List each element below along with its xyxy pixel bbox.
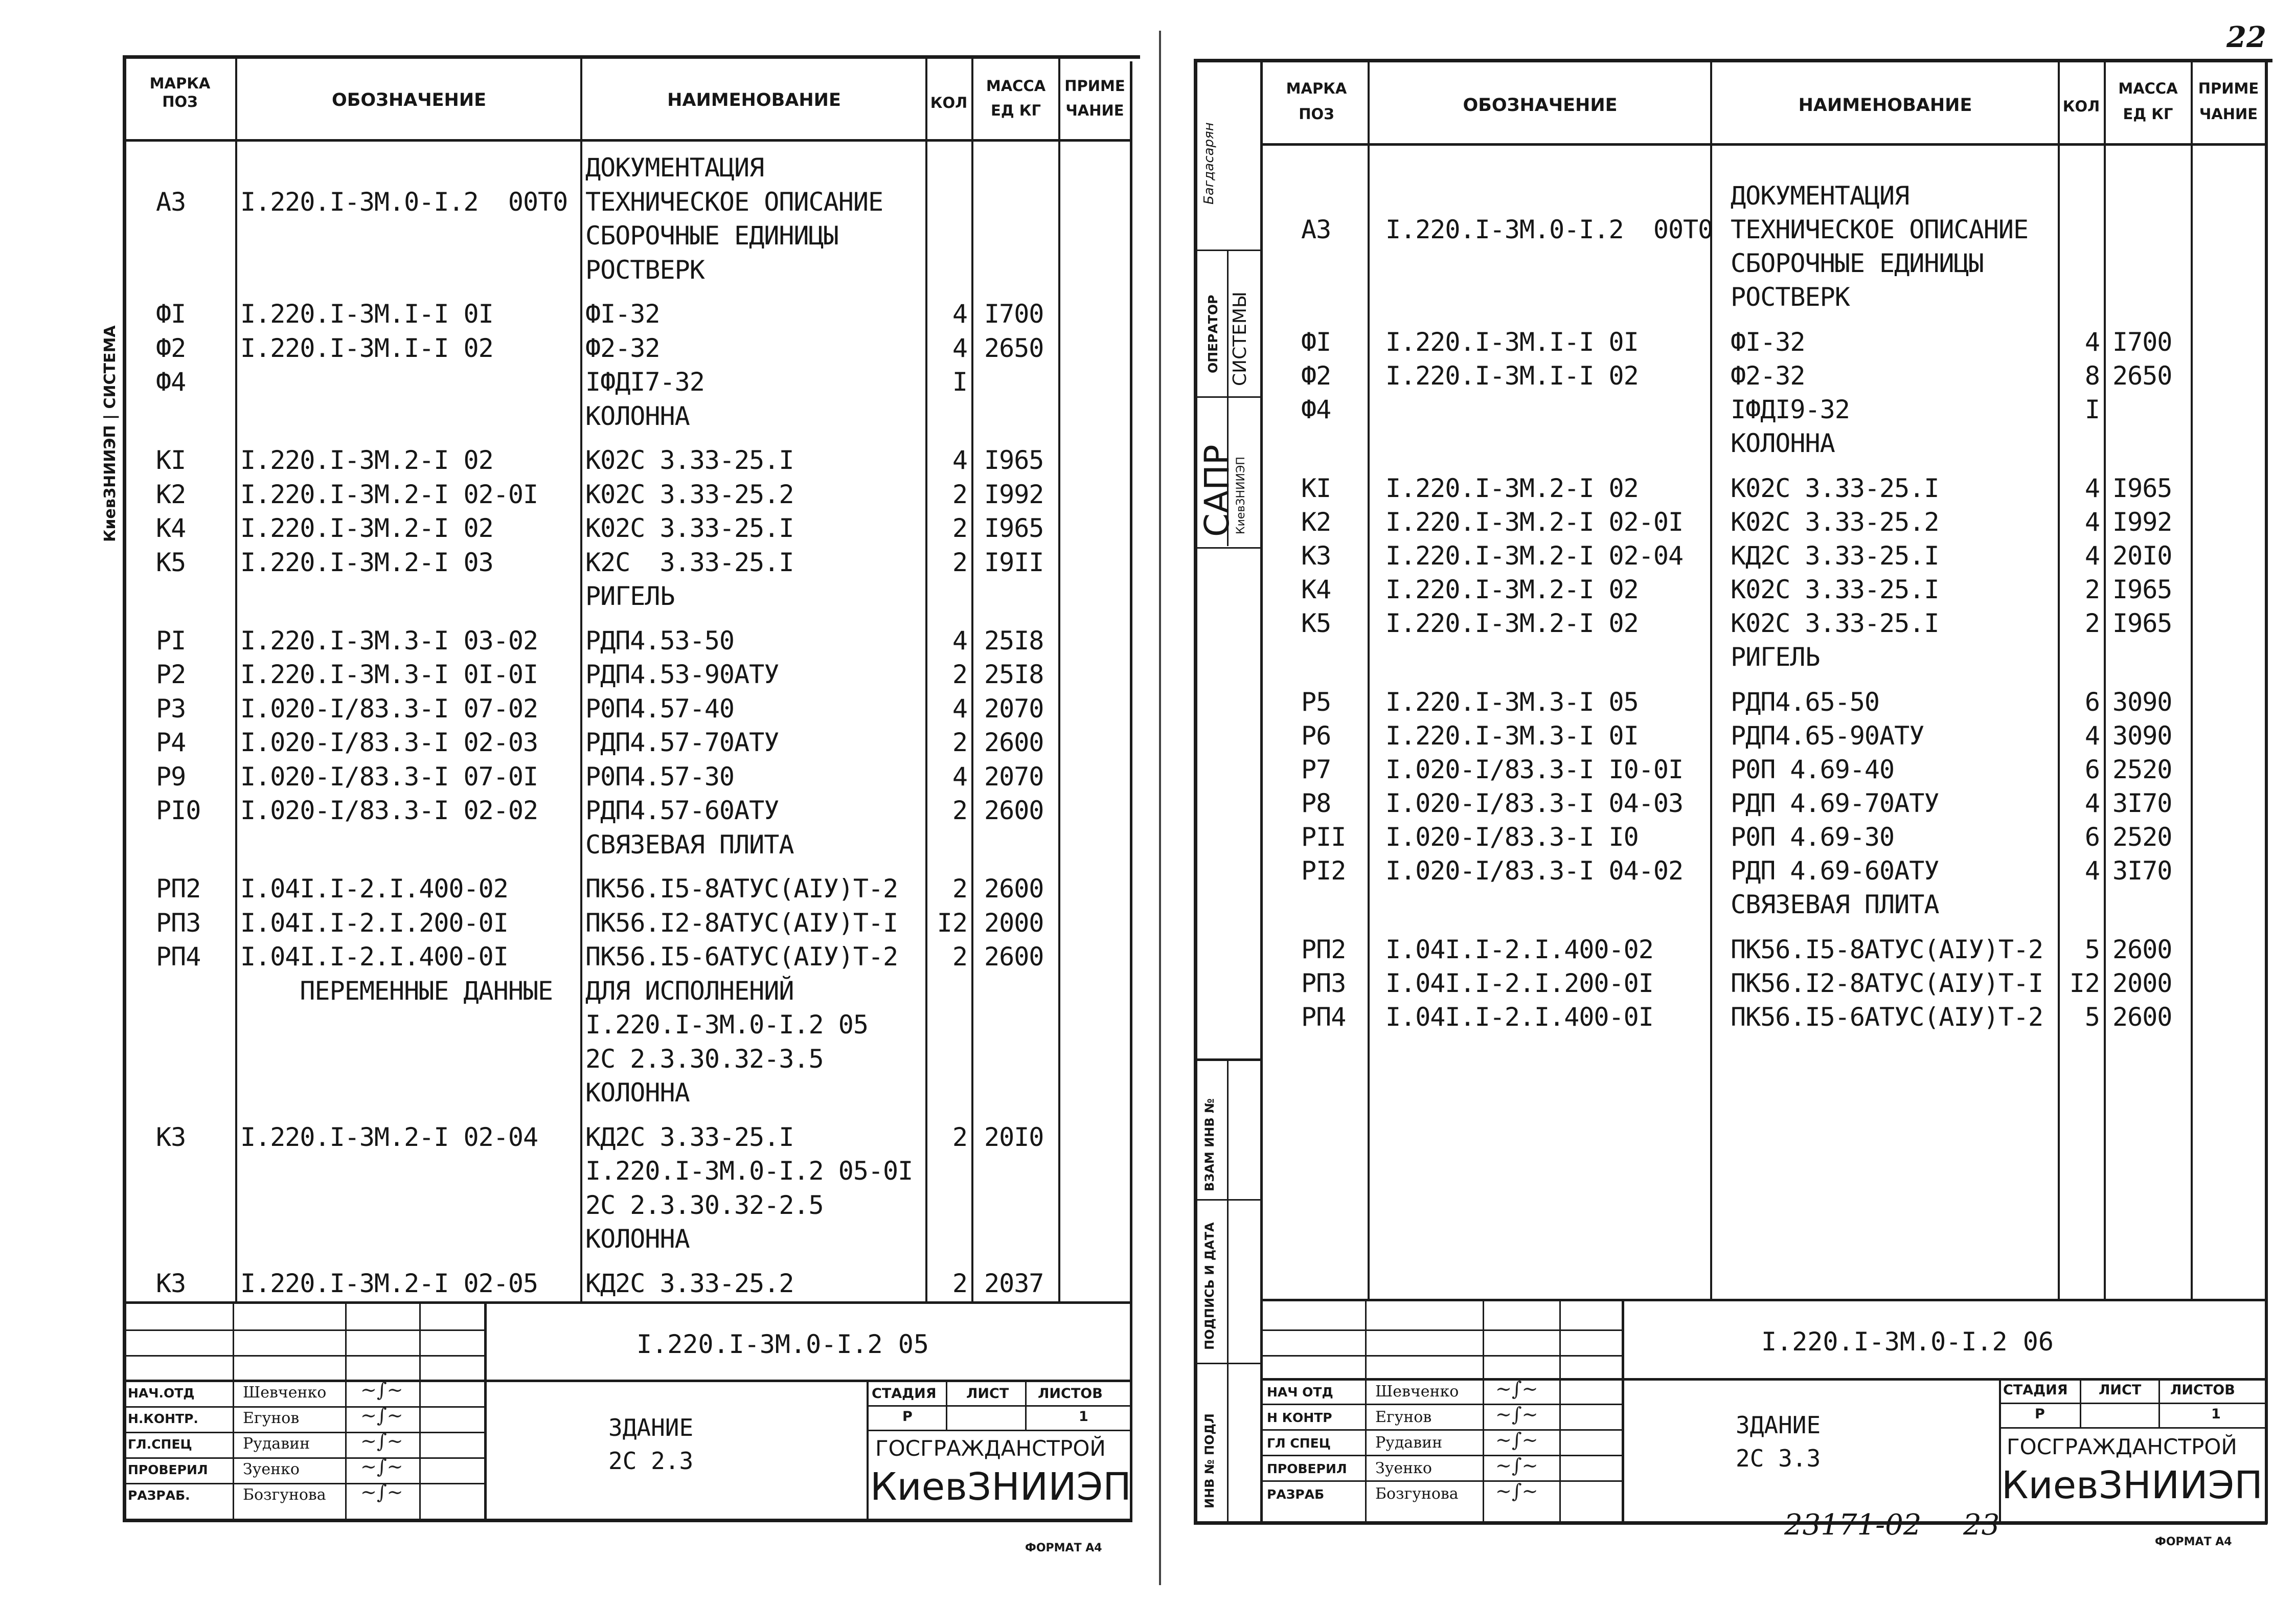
row-mass: 2600 (984, 874, 1044, 904)
handwritten-signature: ∼∫∼ (360, 1404, 403, 1427)
signature-role: Н КОНТР (1267, 1410, 1332, 1425)
row-mark: РI (156, 625, 186, 656)
row-mass: 3090 (2112, 687, 2172, 717)
row-name: К02С 3.33-25.I (585, 513, 794, 543)
row-mass: I700 (2112, 327, 2172, 357)
row-designation: ПЕРЕМЕННЫЕ ДАННЫЕ (240, 976, 553, 1006)
row-mark: Р6 (1301, 721, 1331, 751)
row-name: Ф2-32 (585, 333, 660, 363)
row-name: РДП4.53-50 (585, 625, 735, 656)
row-mass: 2600 (984, 728, 1044, 757)
row-qty: 6 (2084, 822, 2100, 852)
left-stage-label: СТАДИЯ (872, 1386, 937, 1402)
left-sheet-label: ЛИСТ (966, 1386, 1009, 1402)
row-designation: I.220.I-3М.I-I 02 (240, 333, 493, 363)
right-header-mark: МАРКА ПОЗ (1286, 80, 1347, 123)
row-mass: I992 (2112, 507, 2172, 537)
header-mass: МАССА ЕД КГ (986, 77, 1046, 120)
row-mark: К3 (1301, 541, 1331, 571)
row-designation: I.220.I-3М.2-I 02-04 (240, 1122, 538, 1152)
sign-date-label: ПОДПИСЬ И ДАТА (1202, 1222, 1217, 1350)
row-mark: РП2 (1301, 935, 1346, 964)
row-mass: 2070 (984, 761, 1044, 792)
row-mass: 3I70 (2112, 856, 2172, 886)
row-qty: 4 (2084, 327, 2100, 357)
row-mark: Ф2 (1301, 361, 1331, 391)
row-mass: I965 (2112, 473, 2172, 503)
signature-role: НАЧ.ОТД (128, 1386, 195, 1401)
handwritten-signature: ∼∫∼ (360, 1430, 403, 1452)
row-name: ТЕХНИЧЕСКОЕ ОПИСАНИЕ (1731, 215, 2029, 244)
signature-name: Шевченко (243, 1384, 327, 1402)
row-name: КД2С 3.33-25.I (1731, 541, 1939, 571)
row-name: РИГЕЛЬ (585, 581, 675, 611)
row-designation: I.220.I-3М.I-I 02 (1385, 361, 1639, 391)
row-name: КОЛОННА (585, 1224, 690, 1254)
right-stage: Р (2035, 1406, 2045, 1422)
row-mark: РП4 (1301, 1002, 1346, 1032)
row-name: К02С 3.33-25.I (1731, 473, 1939, 503)
row-name: К02С 3.33-25.I (1731, 608, 1939, 638)
row-mark: К2 (156, 479, 186, 509)
right-building-label: ЗДАНИЕ (1736, 1411, 1821, 1439)
row-designation: I.220.I-3М.3-I 0I-0I (240, 660, 538, 689)
left-doc-code: I.220.I-3М.0-I.2 05 (636, 1329, 929, 1359)
row-mass: I965 (984, 445, 1044, 475)
row-mass: 2650 (2112, 361, 2172, 391)
handwritten-signature: ∼∫∼ (360, 1379, 403, 1401)
kiev-label: КиевЗНИИЭП (1235, 457, 1247, 534)
right-header-name: НАИМЕНОВАНИЕ (1798, 95, 1972, 116)
row-name: РДП4.65-90АТУ (1731, 721, 1924, 751)
row-qty: 4 (952, 299, 968, 329)
row-name: I.220.I-3М.0-I.2 05 (585, 1010, 868, 1040)
row-mark: К3 (156, 1268, 186, 1298)
row-name: К02С 3.33-25.2 (1731, 507, 1939, 537)
row-mass: 25I8 (984, 660, 1044, 689)
row-mass: 25I8 (984, 625, 1044, 656)
row-designation: I.220.I-3М.3-I 03-02 (240, 625, 538, 656)
row-mark: Р7 (1301, 755, 1331, 784)
row-mass: I965 (2112, 608, 2172, 638)
row-name: РДП4.65-50 (1731, 687, 1880, 717)
row-qty: 4 (952, 445, 968, 475)
left-margin-stamp: КиевЗНИИЭП | СИСТЕМА (101, 325, 119, 542)
row-mass: 3I70 (2112, 788, 2172, 818)
signature-role: ПРОВЕРИЛ (1267, 1461, 1347, 1476)
row-mass: 2650 (984, 333, 1044, 363)
row-qty: 6 (2084, 755, 2100, 784)
handwritten-signature: ∼∫∼ (1495, 1480, 1538, 1502)
row-name: РОСТВЕРК (1731, 282, 1850, 312)
row-qty: 2 (952, 479, 968, 509)
row-qty: 4 (2084, 788, 2100, 818)
row-name: Р0П4.57-30 (585, 761, 735, 792)
row-mass: 2070 (984, 693, 1044, 724)
right-header-mass: МАССА ЕД КГ (2118, 80, 2178, 123)
handwritten-signature: ∼∫∼ (1495, 1454, 1538, 1477)
signature-name: Рудавин (1375, 1434, 1443, 1452)
row-designation: I.020-I/83.3-I 02-03 (240, 728, 538, 757)
row-qty: 4 (2084, 473, 2100, 503)
row-name: IФДI7-32 (585, 367, 704, 397)
signature-name: Шевченко (1375, 1383, 1459, 1401)
row-mark: РП2 (156, 874, 201, 904)
row-name: СВЯЗЕВАЯ ПЛИТА (1731, 890, 1939, 919)
row-mark: К2 (1301, 507, 1331, 537)
row-name: ПК56.I5-6АТУС(АIУ)Т-2 (1731, 1002, 2043, 1032)
row-qty: 4 (952, 625, 968, 656)
row-qty: 4 (952, 333, 968, 363)
row-mass: 3090 (2112, 721, 2172, 751)
row-designation: I.220.I-3М.0-I.2 00Т0 (1385, 215, 1713, 244)
row-name: КОЛОННА (1731, 428, 1835, 458)
row-qty: 4 (2084, 507, 2100, 537)
row-designation: I.04I.I-2.I.400-02 (240, 874, 508, 904)
row-name: IФДI9-32 (1731, 395, 1850, 424)
row-mark: Р5 (1301, 687, 1331, 717)
row-designation: I.220.I-3М.2-I 02 (1385, 575, 1639, 604)
row-designation: I.04I.I-2.I.400-0I (1385, 1002, 1653, 1032)
left-format-label: ФОРМАТ А4 (1025, 1542, 1102, 1554)
row-name: I.220.I-3М.0-I.2 05-0I (585, 1156, 913, 1186)
row-name: ДОКУМЕНТАЦИЯ (1731, 181, 1909, 211)
signature-name: Бозгунова (1375, 1485, 1459, 1503)
row-qty: 6 (2084, 687, 2100, 717)
right-doc-code: I.220.I-3М.0-I.2 06 (1761, 1327, 2054, 1357)
right-header-designation: ОБОЗНАЧЕНИЕ (1463, 95, 1618, 116)
row-name: 2С 2.3.30.32-3.5 (585, 1044, 824, 1074)
left-sheets-label: ЛИСТОВ (1038, 1386, 1103, 1402)
row-name: К02С 3.33-25.I (585, 445, 794, 475)
row-name: КОЛОННА (585, 1078, 690, 1108)
row-qty: 2 (952, 942, 968, 972)
row-qty: 4 (2084, 541, 2100, 571)
left-building-code: 2С 2.3 (608, 1447, 694, 1475)
row-qty: 2 (952, 513, 968, 543)
row-designation: I.220.I-3М.3-I 0I (1385, 721, 1639, 751)
handwritten-reference: 23171-02 (1784, 1508, 1922, 1542)
row-designation: I.220.I-3М.0-I.2 00Т0 (240, 187, 568, 217)
row-mark: КI (1301, 473, 1331, 503)
row-name: РДП4.57-70АТУ (585, 728, 779, 757)
header-note: ПРИМЕ ЧАНИЕ (1064, 77, 1125, 120)
handwritten-signature: ∼∫∼ (1495, 1429, 1538, 1451)
row-mass: 2600 (2112, 1002, 2172, 1032)
inv-podl-label: ИНВ № ПОДЛ (1202, 1413, 1217, 1508)
row-mark: Ф4 (1301, 395, 1331, 424)
right-sheets: 1 (2211, 1406, 2221, 1422)
row-qty: I (952, 367, 968, 397)
signature-role: ГЛ.СПЕЦ (128, 1437, 192, 1452)
right-header-qty: КОЛ (2062, 98, 2100, 115)
row-name: ПК56.I5-8АТУС(АIУ)Т-2 (1731, 935, 2043, 964)
row-designation: I.020-I/83.3-I 04-03 (1385, 788, 1684, 818)
row-designation: I.220.I-3М.2-I 03 (240, 547, 493, 577)
row-name: ФI-32 (1731, 327, 1805, 357)
row-name: К02С 3.33-25.2 (585, 479, 794, 509)
header-name: НАИМЕНОВАНИЕ (667, 90, 841, 110)
corner-mark: 22 (2226, 20, 2266, 54)
row-name: ТЕХНИЧЕСКОЕ ОПИСАНИЕ (585, 187, 883, 217)
signature-role: РАЗРАБ (1267, 1487, 1325, 1502)
row-mass: 20I0 (984, 1122, 1044, 1152)
row-name: СБОРОЧНЫЕ ЕДИНИЦЫ (585, 221, 838, 251)
row-name: РДП4.57-60АТУ (585, 796, 779, 825)
right-sheet-label: ЛИСТ (2099, 1382, 2142, 1398)
row-mass: 2600 (984, 942, 1044, 972)
signature-name: Егунов (243, 1409, 300, 1427)
row-mark: К4 (156, 513, 186, 543)
row-mark: Р9 (156, 761, 186, 792)
row-name: Ф2-32 (1731, 361, 1805, 391)
row-name: СВЯЗЕВАЯ ПЛИТА (585, 829, 794, 860)
left-sheets: 1 (1079, 1409, 1088, 1425)
row-designation: I.020-I/83.3-I I0-0I (1385, 755, 1684, 784)
row-designation: I.04I.I-2.I.400-02 (1385, 935, 1653, 964)
row-name: РОСТВЕРК (585, 255, 704, 285)
row-mark: РI2 (1301, 856, 1346, 886)
row-designation: I.220.I-3М.2-I 02 (1385, 473, 1639, 503)
row-mark: Р2 (156, 660, 186, 689)
signature-role: ПРОВЕРИЛ (128, 1462, 208, 1477)
signature-name: Рудавин (243, 1435, 310, 1453)
row-qty: 5 (2084, 1002, 2100, 1032)
row-designation: I.020-I/83.3-I 07-0I (240, 761, 538, 792)
row-name: ДОКУМЕНТАЦИЯ (585, 153, 764, 183)
row-qty: 2 (952, 1122, 968, 1152)
row-mass: 2520 (2112, 755, 2172, 784)
row-name: ПК56.I5-6АТУС(АIУ)Т-2 (585, 942, 898, 972)
handwritten-signature: ∼∫∼ (360, 1455, 403, 1478)
left-org-institute: КиевЗНИИЭП (870, 1465, 1131, 1509)
row-mass: 2000 (2112, 968, 2172, 998)
row-name: 2С 2.3.30.32-2.5 (585, 1190, 824, 1220)
row-qty: 4 (952, 761, 968, 792)
row-qty: 2 (2084, 575, 2100, 604)
row-qty: 2 (952, 547, 968, 577)
row-qty: 2 (2084, 608, 2100, 638)
signature-role: Н.КОНТР. (128, 1411, 198, 1426)
row-designation: I.020-I/83.3-I 07-02 (240, 693, 538, 724)
row-mark: К4 (1301, 575, 1331, 604)
right-org-name: ГОСГРАЖДАНСТРОЙ (2007, 1434, 2237, 1459)
row-mark: КI (156, 445, 186, 475)
header-qty: КОЛ (930, 94, 968, 111)
row-mass: 2520 (2112, 822, 2172, 852)
row-name: СБОРОЧНЫЕ ЕДИНИЦЫ (1731, 249, 1984, 278)
row-qty: 4 (2084, 856, 2100, 886)
row-name: К2С 3.33-25.I (585, 547, 794, 577)
fold-line (1159, 31, 1161, 1585)
row-mass: 2000 (984, 908, 1044, 938)
row-mark: РП4 (156, 942, 201, 972)
row-designation: I.04I.I-2.I.400-0I (240, 942, 508, 972)
right-header-note: ПРИМЕ ЧАНИЕ (2198, 80, 2259, 123)
left-building-label: ЗДАНИЕ (608, 1414, 694, 1441)
row-designation: I.220.I-3М.2-I 02 (240, 445, 493, 475)
row-name: РИГЕЛЬ (1731, 642, 1820, 672)
row-mark: РП3 (1301, 968, 1346, 998)
row-mass: I992 (984, 479, 1044, 509)
row-name: КОЛОННА (585, 401, 690, 431)
right-stage-label: СТАДИЯ (2003, 1382, 2068, 1398)
row-designation: I.220.I-3М.2-I 02 (1385, 608, 1639, 638)
row-mass: I700 (984, 299, 1044, 329)
row-name: РДП 4.69-70АТУ (1731, 788, 1939, 818)
row-designation: I.220.I-3М.2-I 02-0I (240, 479, 538, 509)
handwritten-signature: ∼∫∼ (360, 1481, 403, 1503)
row-designation: I.220.I-3М.2-I 02-0I (1385, 507, 1684, 537)
row-mark: К5 (156, 547, 186, 577)
signature-role: НАЧ ОТД (1267, 1385, 1333, 1400)
row-mass: 2037 (984, 1268, 1044, 1298)
right-format-label: ФОРМАТ А4 (2155, 1536, 2232, 1548)
row-mark: Р3 (156, 693, 186, 724)
inv-vzam-label: ВЗАМ ИНВ № (1202, 1098, 1217, 1191)
row-designation: I.220.I-3М.3-I 05 (1385, 687, 1639, 717)
signature-name: Зуенко (1375, 1459, 1432, 1477)
right-org-institute: КиевЗНИИЭП (2002, 1463, 2263, 1507)
row-mass: I965 (2112, 575, 2172, 604)
row-qty: 2 (952, 874, 968, 904)
row-designation: I.020-I/83.3-I I0 (1385, 822, 1639, 852)
row-name: ПК56.I5-8АТУС(АIУ)Т-2 (585, 874, 898, 904)
sapr-label: САПР (1197, 444, 1237, 537)
row-qty: 4 (2084, 721, 2100, 751)
row-mark: ФI (1301, 327, 1331, 357)
right-sheets-label: ЛИСТОВ (2170, 1382, 2235, 1398)
approved-signature: Багдасарян (1201, 122, 1217, 205)
row-designation: I.020-I/83.3-I 04-02 (1385, 856, 1684, 886)
row-name: КД2С 3.33-25.I (585, 1122, 794, 1152)
row-designation: I.04I.I-2.I.200-0I (1385, 968, 1653, 998)
row-qty: 2 (952, 1268, 968, 1298)
row-mark: К3 (156, 1122, 186, 1152)
row-mass: I9II (984, 547, 1044, 577)
row-mark: А3 (156, 187, 186, 217)
row-mark: РП3 (156, 908, 201, 938)
handwritten-signature: ∼∫∼ (1495, 1378, 1538, 1400)
row-qty: 4 (952, 693, 968, 724)
row-qty: 5 (2084, 935, 2100, 964)
row-designation: I.220.I-3М.2-I 02-04 (1385, 541, 1684, 571)
operator-label: ОПЕРАТОР (1206, 295, 1220, 373)
row-designation: I.220.I-3М.I-I 0I (240, 299, 493, 329)
page-number: 23 (1963, 1508, 2000, 1542)
row-mark: К5 (1301, 608, 1331, 638)
left-org-name: ГОСГРАЖДАНСТРОЙ (875, 1436, 1106, 1461)
row-name: ПК56.I2-8АТУС(АIУ)Т-I (585, 908, 898, 938)
row-qty: 2 (952, 660, 968, 689)
signature-name: Бозгунова (243, 1486, 326, 1504)
signature-name: Зуенко (243, 1460, 300, 1478)
row-name: Р0П4.57-40 (585, 693, 735, 724)
right-building-code: 2С 3.3 (1736, 1445, 1821, 1472)
row-mark: А3 (1301, 215, 1331, 244)
row-name: Р0П 4.69-40 (1731, 755, 1895, 784)
row-designation: I.220.I-3М.2-I 02-05 (240, 1268, 538, 1298)
row-qty: 2 (952, 728, 968, 757)
signature-role: РАЗРАБ. (128, 1488, 190, 1503)
row-designation: I.04I.I-2.I.200-0I (240, 908, 508, 938)
row-designation: I.220.I-3М.2-I 02 (240, 513, 493, 543)
system-label: СИСТЕМЫ (1230, 291, 1251, 386)
handwritten-signature: ∼∫∼ (1495, 1403, 1538, 1426)
row-name: К02С 3.33-25.I (1731, 575, 1939, 604)
row-mark: Р8 (1301, 788, 1331, 818)
row-qty: I (2084, 395, 2100, 424)
row-name: Р0П 4.69-30 (1731, 822, 1895, 852)
row-mark: РII (1301, 822, 1346, 852)
left-stage: Р (902, 1409, 913, 1425)
row-name: РДП4.53-90АТУ (585, 660, 779, 689)
header-designation: ОБОЗНАЧЕНИЕ (331, 90, 487, 110)
row-mass: 20I0 (2112, 541, 2172, 571)
row-mark: РI0 (156, 796, 201, 825)
row-name: ФI-32 (585, 299, 660, 329)
header-mark: МАРКА ПОЗ (149, 75, 211, 111)
row-designation: I.220.I-3М.I-I 0I (1385, 327, 1639, 357)
row-designation: I.020-I/83.3-I 02-02 (240, 796, 538, 825)
row-name: РДП 4.69-60АТУ (1731, 856, 1939, 886)
row-mass: 2600 (984, 796, 1044, 825)
row-mass: I965 (984, 513, 1044, 543)
row-qty: 2 (952, 796, 968, 825)
row-name: КД2С 3.33-25.2 (585, 1268, 794, 1298)
row-qty: I2 (2069, 968, 2100, 998)
row-name: ДЛЯ ИСПОЛНЕНИЙ (585, 976, 794, 1006)
row-name: ПК56.I2-8АТУС(АIУ)Т-I (1731, 968, 2043, 998)
row-mark: Р4 (156, 728, 186, 757)
signature-role: ГЛ СПЕЦ (1267, 1436, 1331, 1451)
row-mass: 2600 (2112, 935, 2172, 964)
row-mark: Ф2 (156, 333, 186, 363)
row-qty: I2 (937, 908, 968, 938)
row-mark: Ф4 (156, 367, 186, 397)
row-qty: 8 (2084, 361, 2100, 391)
row-mark: ФI (156, 299, 186, 329)
signature-name: Егунов (1375, 1408, 1432, 1426)
